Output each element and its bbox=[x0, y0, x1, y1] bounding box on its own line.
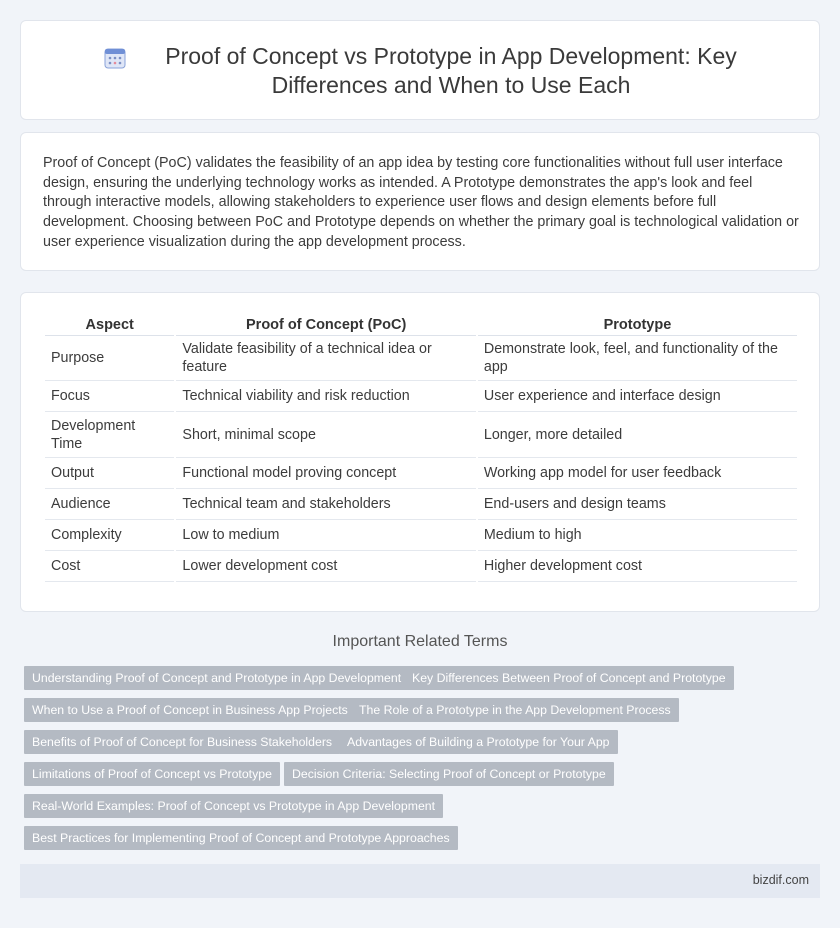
table-header: Aspect bbox=[45, 314, 174, 336]
table-cell: Purpose bbox=[45, 336, 174, 381]
table-cell: Complexity bbox=[45, 520, 174, 551]
table-cell: Longer, more detailed bbox=[478, 412, 797, 458]
related-terms-heading: Important Related Terms bbox=[332, 633, 508, 650]
table-row bbox=[45, 336, 797, 381]
table-cell: Focus bbox=[45, 381, 174, 412]
table-cell: End-users and design teams bbox=[478, 489, 797, 520]
table-cell: Output bbox=[45, 458, 174, 489]
related-term-link[interactable]: Key Differences Between Proof of Concept and Prototype bbox=[404, 666, 734, 690]
table-row bbox=[45, 458, 797, 489]
table-cell: Development Time bbox=[45, 412, 174, 458]
table-cell: Low to medium bbox=[176, 520, 475, 551]
table-cell: Functional model proving concept bbox=[176, 458, 475, 489]
table-cell: Lower development cost bbox=[176, 551, 475, 582]
table-cell: Working app model for user feedback bbox=[478, 458, 797, 489]
table-row bbox=[45, 520, 797, 551]
table-cell: Short, minimal scope bbox=[176, 412, 475, 458]
table-cell: Higher development cost bbox=[478, 551, 797, 582]
related-term-link[interactable]: Benefits of Proof of Concept for Business Stakeholders bbox=[24, 730, 340, 754]
comparison-table bbox=[43, 314, 799, 582]
intro-paragraph: Proof of Concept (PoC) validates the feasibility of an app idea by testing core functionalities without full user interface design, ensuring the underlying technology works as intended. A Prototype demonstrates the app's look and feel through interactive models, allowing stakeholders to experience user flows and design elements before full development. Choosing between PoC and Prototype depends on whether the primary goal is technological validation or user experience visualization during the app development process. bbox=[43, 155, 799, 250]
table-cell: Demonstrate look, feel, and functionality of the app bbox=[478, 336, 797, 381]
table-cell: User experience and interface design bbox=[478, 381, 797, 412]
table-row bbox=[45, 489, 797, 520]
related-term-link[interactable]: Advantages of Building a Prototype for Your App bbox=[339, 730, 618, 754]
table-row bbox=[45, 381, 797, 412]
table-header: Proof of Concept (PoC) bbox=[176, 314, 475, 336]
related-term-link[interactable]: Real-World Examples: Proof of Concept vs Prototype in App Development bbox=[24, 794, 443, 818]
footer-site-name[interactable]: bizdif.com bbox=[752, 873, 809, 887]
comparison-card bbox=[20, 292, 820, 612]
related-term-link[interactable]: The Role of a Prototype in the App Development Process bbox=[351, 698, 679, 722]
table-header: Prototype bbox=[478, 314, 797, 336]
table-row bbox=[45, 412, 797, 458]
related-term-link[interactable]: When to Use a Proof of Concept in Business App Projects bbox=[24, 698, 356, 722]
intro-card bbox=[20, 132, 820, 271]
table-row bbox=[45, 551, 797, 582]
related-term-link[interactable]: Limitations of Proof of Concept vs Prototype bbox=[24, 762, 280, 786]
related-term-link[interactable]: Decision Criteria: Selecting Proof of Concept or Prototype bbox=[284, 762, 614, 786]
title-card bbox=[20, 20, 820, 120]
table-cell: Technical viability and risk reduction bbox=[176, 381, 475, 412]
page-title: Proof of Concept vs Prototype in App Development: Key Differences and When to Use Each bbox=[165, 43, 737, 98]
table-cell: Validate feasibility of a technical idea or feature bbox=[176, 336, 475, 381]
related-term-link[interactable]: Best Practices for Implementing Proof of Concept and Prototype Approaches bbox=[24, 826, 458, 850]
related-term-link[interactable]: Understanding Proof of Concept and Prototype in App Development bbox=[24, 666, 409, 690]
table-cell: Cost bbox=[45, 551, 174, 582]
table-cell: Technical team and stakeholders bbox=[176, 489, 475, 520]
table-header-row bbox=[45, 314, 797, 336]
table-cell: Audience bbox=[45, 489, 174, 520]
table-cell: Medium to high bbox=[478, 520, 797, 551]
footer bbox=[20, 864, 820, 898]
